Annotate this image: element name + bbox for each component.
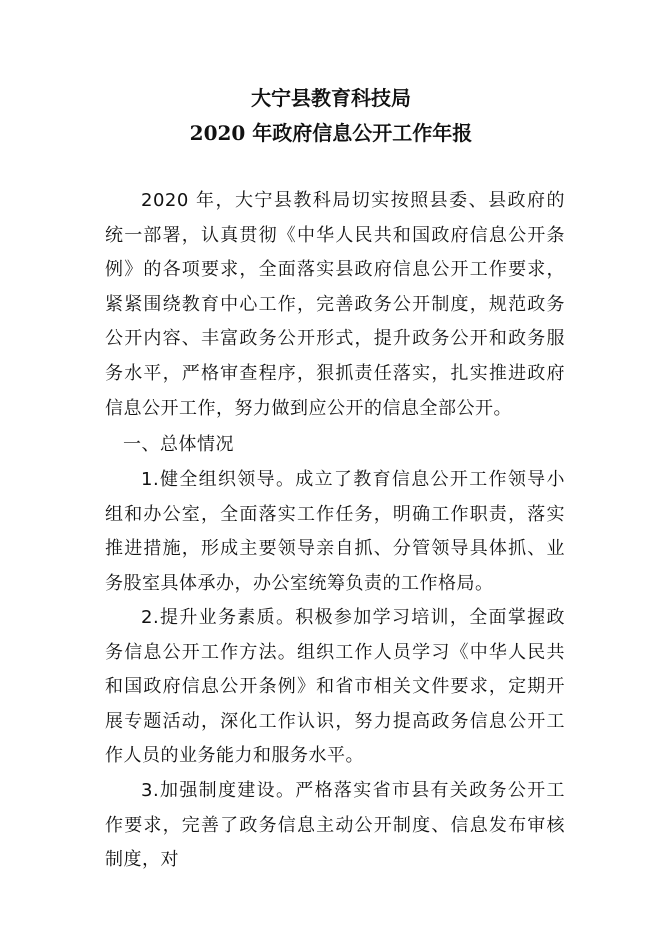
document-title-line2: 2020 年政府信息公开工作年报: [189, 121, 473, 145]
intro-paragraph: 2020 年，大宁县教科局切实按照县委、县政府的统一部署，认真贯彻《中华人民共和国政府信息公开条例》的各项要求，全面落实县政府信息公开工作要求，紧紧围绕教育中心工作，完善政务公开制度，规范政务公开内容、丰富政务公开形式，提升政务公开和政务服务水平，严格审查程序，狠抓责任落实，扎实推进政府信息公开工作，努力做到应公开的信息全部公开。: [105, 190, 565, 419]
section-heading: 一、总体情况: [123, 434, 234, 455]
document-title-line1: 大宁县教育科技局: [251, 86, 411, 110]
section1-paragraph: 1.健全组织领导。成立了教育信息公开工作领导小组和办公室，全面落实工作任务，明确工作职责，落实推进措施，形成主要领导亲自抓、分管领导具体抓、业务股室具体承办，办公室统筹负责的工作格局。: [105, 469, 565, 594]
section2-paragraph: 2.提升业务素质。积极参加学习培训，全面掌握政务信息公开工作方法。组织工作人员学习《中华人民共和国政府信息公开条例》和省市相关文件要求，定期开展专题活动，深化工作认识，努力提高政务信息公开工作人员的业务能力和服务水平。: [105, 607, 565, 767]
section3-paragraph: 3.加强制度建设。严格落实省市县有关政务公开工作要求，完善了政务信息主动公开制度、信息发布审核制度，对: [105, 780, 565, 871]
